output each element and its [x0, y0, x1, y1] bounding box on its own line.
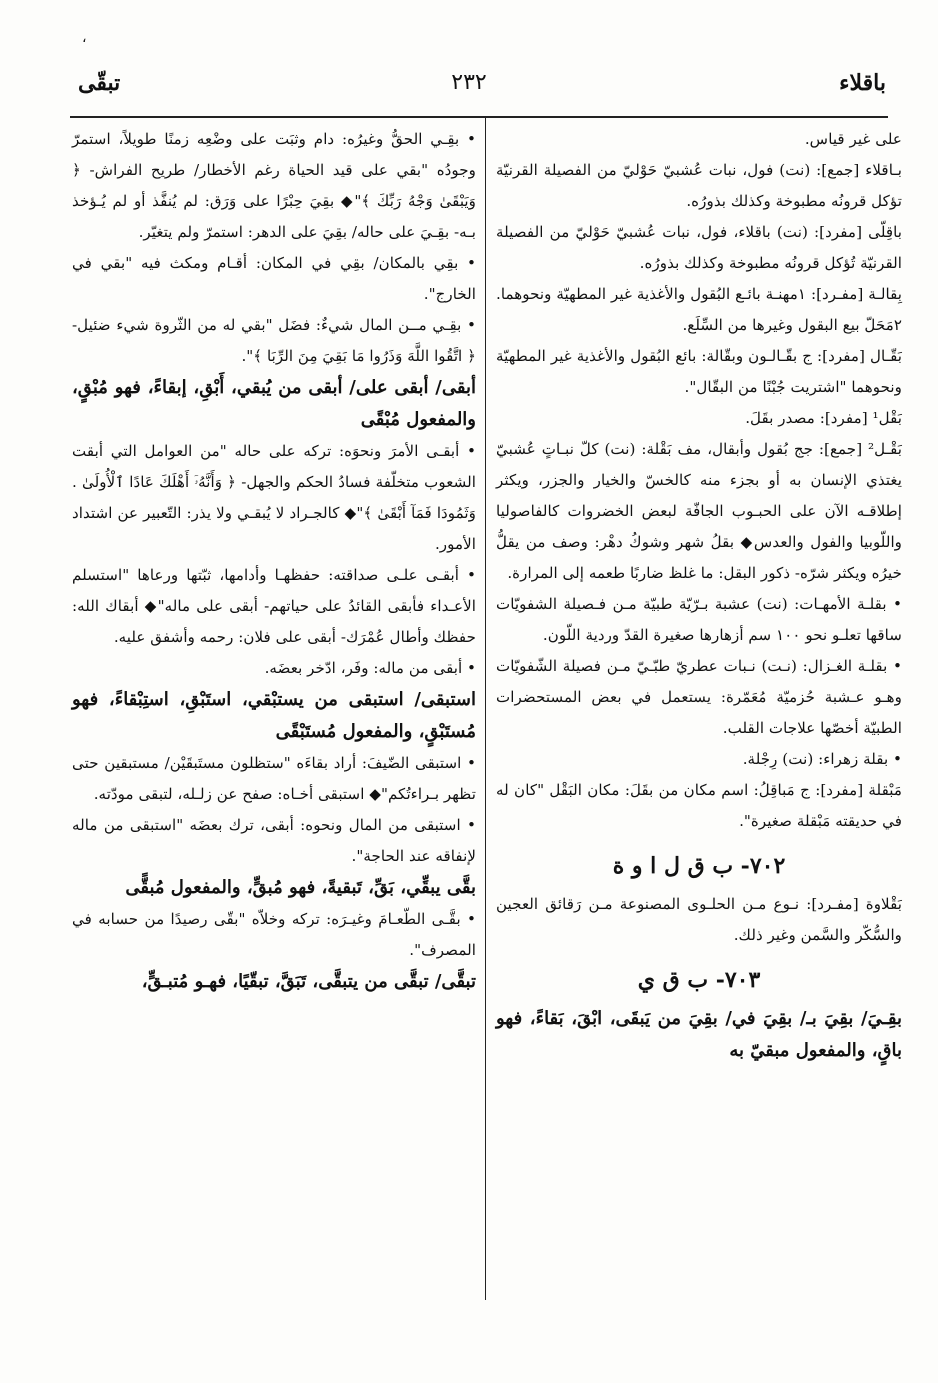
left-column: [72, 124, 476, 998]
verb-entry-heading: بقَّى يبقِّي، بَقِّ، تَبقيةً، فهو مُبقٍّ، والمفعول مُبقًّى: [125, 877, 476, 898]
entry: • بقلة زهراء: (نت) رِجْلة.: [742, 750, 902, 768]
entry: • بقلـة الغـزال: (نـت) نـبات عطريّ طبّـيّ مـن فصيلة الشّفويّات وهـو عـشبة حُزميّة مُعَمّرة: يستعمل في بعض المستحضرات الطبيّة أخصّها علاجات القلب.: [496, 657, 902, 737]
entry: بِقالـة [مفـرد]: ١مهنـة بائـع البُقول والأغذية غير المطهيّة ونحوهما. ٢مَحَلّ بيع البقول وغيرها من السِّلَع.: [496, 285, 903, 334]
section-heading: ٧٠٢- ب ق ل ا و ة: [612, 853, 786, 879]
header-right-word: باقلاء: [839, 70, 886, 96]
top-mark: ،: [82, 30, 87, 46]
right-column: [496, 124, 902, 1067]
verb-entry-heading: أبقى/ أبقى على/ أبقى من يُبقي، أَبْقِ، إبقاءً، فهو مُبْقٍ، والمفعول مُبْقًى: [72, 377, 476, 430]
entry: بَقّـال [مفرد]: ج بقّـالـون وبقّالة: بائع البُقول والأغذية غير المطهيّة ونحوهما "اشتريت جُبْنًا من البقّال".: [496, 347, 902, 396]
entry: • أبقى من ماله: وفَر، ادّخر بعضَه.: [264, 659, 476, 677]
header-rule: [70, 116, 888, 118]
entry: • استبقى الضّيفَ: أراد بقاءَه "ستظلون مستَبقَيْن/ مستبقين حتى تظهر بـراءتُكم"◆ استبقى أخـاه: صفح عن زلـله، لتبقى مودّته.: [72, 754, 476, 803]
entry: بَقْل¹ [مفرد]: مصدر بقَلَ.: [745, 409, 902, 427]
section-heading: ٧٠٣- ب ق ي: [637, 967, 761, 993]
entry: • أبقـى علـى صداقته: حفظهـا وأدامها، ثبّتها ورعاها "استسلم الأعـداء فأبقى القائدُ على حياتهم- أبقى على ماله"◆ أبقاك الله: حفظك وأطال عُمْرَك- أبقى على فلان: رحمه وأشفق عليه.: [72, 566, 476, 646]
page-number: ٢٣٢: [451, 70, 487, 95]
entry: • أبقـى الأمرَ ونحوَه: تركه على حاله "من العوامل التي أبقت الشعوب متخلّفة فسادُ الحكم والجهل- ﴿ وَأَنَّهُۥٓ أَهْلَكَ عَادًا ٱلْأُولَىٰ . وَثَمُودَا فَمَآ أَبْقَىٰ ﴾"◆ كالجـراد لا يُبقـي ولا يذر: التّعبير عن اشتداد الأمور.: [72, 442, 476, 553]
entry: باقِلّى [مفرد]: (نت) باقلاء، فول، نبات عُشبيّ حَوْليّ من الفصيلة القرنيّة تُؤكل قرونُه مطبوخة وكذلك بذورُه.: [496, 223, 902, 272]
column-divider: [485, 118, 486, 1300]
entry: مَبْقلة [مفرد]: ج مَباقِلُ: اسم مكان من بقَلَ: مكان البَقْل "كان له في حديقته مَبْقلة صغيرة".: [496, 781, 902, 830]
entry: • بقِي بالمكان/ بقِي في المكان: أقـام ومكث فيه "بقي في الخارج".: [72, 254, 476, 303]
verb-entry-heading: تبقَّى/ تبقَّى من يتبقَّى، تَبَقَّ، تبقّيًا، فهـو مُتبـقٍّ،: [141, 971, 476, 992]
entry: • بقِـي مــن المال شيءٌ: فضَل "بقي له من الثّروة شيء ضئيل- ﴿ اتَّقُوا اللَّهَ وَذَرُوا مَا بَقِيَ مِنَ الرِّبَا ﴾".: [72, 316, 476, 365]
entry: بَقْـل² [جمع]: جج بُقول وأبقال، مف بَقْلة: (نت) كلّ نبـاتٍ عُشبيّ يغتذي الإنسان به أو بجزء منه كالخسّ والخيار والجزر، ويكثر إطلاقـه الآن على الحبـوب الجافّة لبعض الخضروات كالفاصوليا واللّوبيا والفول والعدس◆ بقلُ شهر وشوكُ دهْر: وصف من يقلُّ خيرُه ويكثر شرّه- ذكور البقل: ما غلظ ضاربًا طعمه إلى المرارة.: [496, 440, 902, 582]
entry: بَقْلاوة [مفـرد]: نـوع مـن الحلـوى المصنوعة مـن رَقائق العجين والسُّكّر والسَّمن وغير ذلك.: [496, 895, 902, 944]
entry: • بقَّـى الطّعـامَ وغيـرَه: تركه وخلاّه "بقّى رصيدًا من حسابه في المصرف".: [72, 910, 476, 959]
header-left-word: تبقّى: [78, 70, 121, 96]
entry: • بقِـي الحقُّ وغيرُه: دام وثبَت على وضْعِه زمنًا طويلاً، استمرّ وجودُه "بقي على قيد الحياة رغم الأخطار/ طريح الفراش- ﴿ وَيَبْقَىٰ وَجْهُ رَبِّكَ ﴾"◆ بقِيَ حِبْرًا على وَرَق: لم يُنفَّذ أو لم يُـؤخذ بـه- بقِـيَ على حاله/ بقِيَ على الدهر: استمرّ ولم يتغيّر.: [72, 130, 476, 241]
entry: • بقلـة الأمهـات: (نت) عشبة بـرّيّة طبيّة مـن فـصيلة الشفويّات ساقها تعلـو نحو ١٠٠ سم أزهارها صغيرة القدّ وردية اللّون.: [496, 595, 902, 644]
verb-entry-heading: استبقى/ استبقى من يستبْقي، استَبْقِ، استِبْقاءً، فهو مُستَبْقٍ، والمفعول مُستَبْقًى: [72, 689, 476, 742]
entry: بـاقلاء [جمع]: (نت) فول، نبات عُشبيّ حَوْليّ من الفصيلة القرنيّة تؤكل قرونُه مطبوخة وكذلك بذورُه.: [496, 161, 902, 210]
entry: • استبقى من المال ونحوه: أبقى، ترك بعضَه "استبقى من ماله لإنفاقه عند الحاجة".: [72, 816, 476, 865]
entry: على غير قياس.: [804, 130, 902, 148]
verb-entry-heading: بقِـيَ/ بقِيَ بـ/ بقِيَ في/ بقِيَ من يَبقَى، ابْقَ، بَقاءً، فهو باقٍ، والمفعول مبقيّ به: [496, 1008, 902, 1061]
